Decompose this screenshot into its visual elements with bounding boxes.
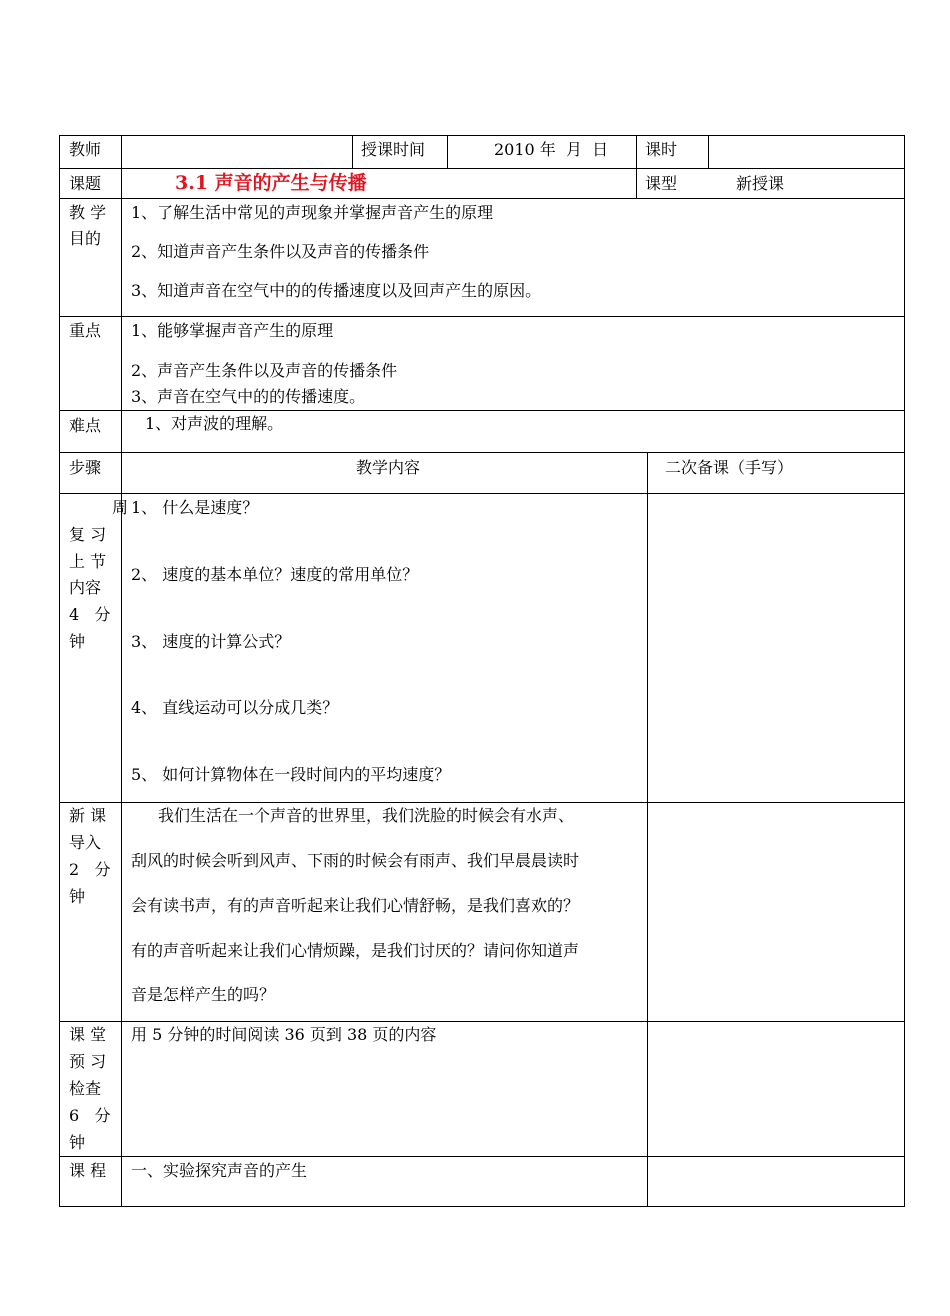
notes-header: 二次备课（手写）: [665, 458, 794, 477]
col-line: [636, 135, 637, 199]
row-line: [59, 410, 905, 411]
row-line: [59, 135, 905, 136]
content-header: 教学内容: [356, 458, 421, 477]
lesson-title: 3.1 声音的产生与传播: [175, 172, 367, 194]
steps-label: 步骤: [69, 458, 102, 477]
review-label: 内容: [69, 578, 102, 597]
intro-label: 新 课: [69, 806, 107, 825]
col-line: [647, 452, 648, 1207]
col-line: [352, 135, 353, 169]
key-points-label: 重点: [69, 321, 102, 340]
period-label: 课时: [645, 140, 678, 159]
intro-text-line: 有的声音听起来让我们心情烦躁，是我们讨厌的？请问你知道声: [131, 941, 580, 960]
review-label: 上 节: [69, 552, 107, 571]
teacher-label: 教师: [69, 140, 102, 159]
row-line: [59, 493, 905, 494]
row-line: [59, 1021, 905, 1022]
col-line: [121, 135, 122, 1207]
objective-item: 1、了解生活中常见的声现象并掌握声音产生的原理: [131, 203, 494, 222]
intro-text-line: 音是怎样产生的吗？: [131, 985, 276, 1004]
preview-text: 用 5 分钟的时间阅读 36 页到 38 页的内容: [131, 1025, 437, 1044]
row-line: [59, 168, 905, 169]
row-line: [59, 452, 905, 453]
topic-label: 课题: [69, 174, 102, 193]
review-label: 钟: [69, 632, 86, 651]
objectives-label: 目的: [69, 229, 102, 248]
col-line: [59, 135, 60, 1207]
review-question: 2、 速度的基本单位？速度的常用单位？: [131, 565, 419, 584]
preview-label: 检查: [69, 1079, 102, 1098]
col-line: [708, 135, 709, 169]
preview-label: 钟: [69, 1133, 86, 1152]
date-value: 2010 年 月 日: [494, 140, 609, 159]
intro-text-line: 会有读书声，有的声音听起来让我们心情舒畅，是我们喜欢的？: [131, 896, 580, 915]
col-line: [447, 135, 448, 169]
preview-label: 课 堂: [69, 1025, 107, 1044]
lesson-type-value: 新授课: [736, 174, 785, 193]
key-point-item: 2、声音产生条件以及声音的传播条件: [131, 361, 398, 380]
row-line: [59, 802, 905, 803]
review-question: 4、 直线运动可以分成几类？: [131, 698, 339, 717]
row-line: [59, 316, 905, 317]
row-line: [59, 1156, 905, 1157]
intro-text-line: 我们生活在一个声音的世界里，我们洗脸的时候会有水声、: [158, 806, 575, 825]
review-question: 1、 什么是速度？: [131, 498, 259, 517]
review-label: 复 习: [69, 525, 107, 544]
intro-label: 2 分: [69, 860, 111, 879]
intro-label: 导入: [69, 833, 102, 852]
process-label: 课 程: [69, 1161, 107, 1180]
intro-label: 钟: [69, 887, 86, 906]
col-line: [904, 135, 905, 1207]
class-time-label: 授课时间: [361, 140, 426, 159]
difficulty-item: 1、对声波的理解。: [145, 414, 284, 433]
preview-label: 预 习: [69, 1052, 107, 1071]
review-question: 5、 如何计算物体在一段时间内的平均速度？: [131, 765, 451, 784]
row-line: [59, 1206, 905, 1207]
intro-text-line: 刮风的时候会听到风声、下雨的时候会有雨声、我们早晨晨读时: [131, 851, 580, 870]
key-point-item: 1、能够掌握声音产生的原理: [131, 321, 334, 340]
difficulty-label: 难点: [69, 416, 102, 435]
review-question: 3、 速度的计算公式？: [131, 632, 291, 651]
key-point-item: 3、声音在空气中的的传播速度。: [131, 387, 366, 406]
objectives-label: 教 学: [69, 203, 107, 222]
row-line: [59, 198, 905, 199]
review-label: 周: [112, 498, 129, 517]
objective-item: 2、知道声音产生条件以及声音的传播条件: [131, 242, 430, 261]
preview-label: 6 分: [69, 1106, 111, 1125]
lesson-type-label: 课型: [645, 174, 678, 193]
review-label: 4 分: [69, 605, 111, 624]
process-text: 一、实验探究声音的产生: [131, 1161, 308, 1180]
objective-item: 3、知道声音在空气中的的传播速度以及回声产生的原因。: [131, 281, 542, 300]
